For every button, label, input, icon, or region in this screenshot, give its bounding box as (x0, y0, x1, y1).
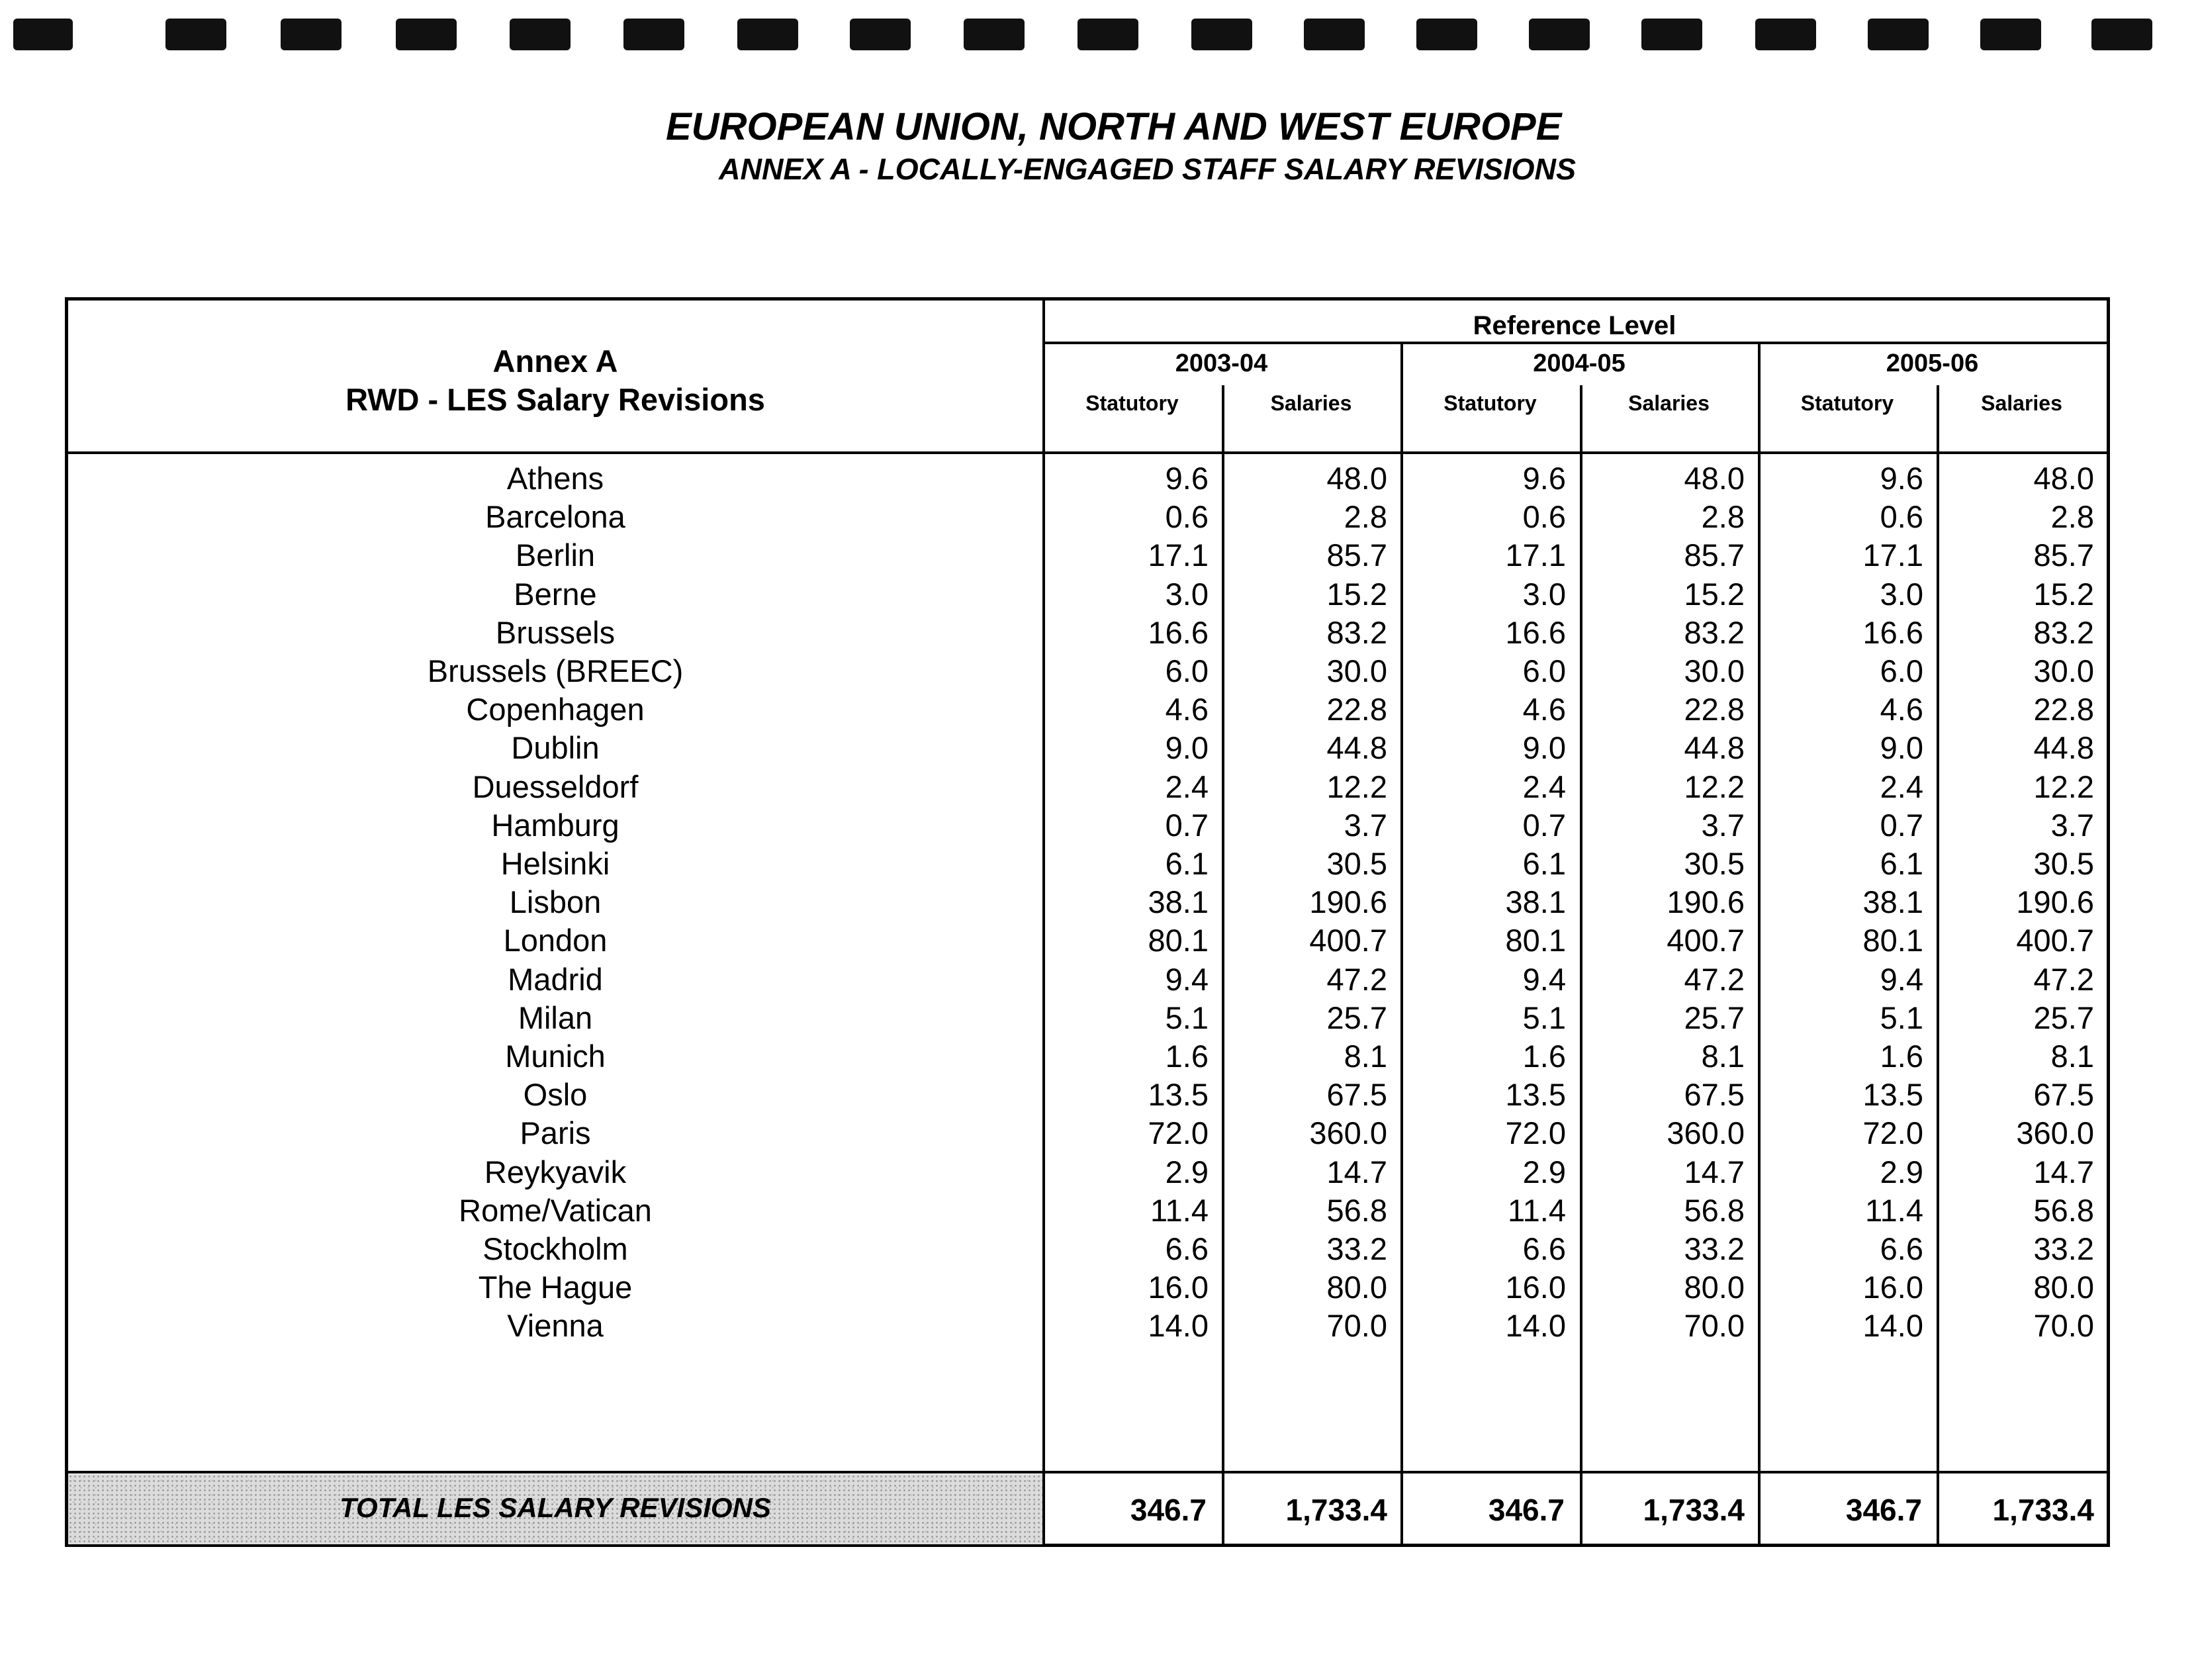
salaries-value: 44.8 (1684, 730, 1745, 765)
statutory-value: 16.6 (1505, 615, 1566, 650)
salary-revisions-table (65, 297, 2110, 1547)
statutory-value: 9.4 (1165, 962, 1209, 997)
statutory-value: 14.0 (1862, 1308, 1923, 1343)
row-city-name: Oslo (523, 1077, 588, 1112)
row-city-name: Madrid (508, 962, 603, 997)
row-city-name: Vienna (507, 1308, 604, 1343)
salaries-value: 33.2 (1326, 1231, 1387, 1266)
salaries-value: 360.0 (2016, 1115, 2094, 1150)
salaries-value: 22.8 (2033, 692, 2094, 727)
total-value: 1,733.4 (1992, 1493, 2094, 1527)
header-bottom-rule (68, 451, 2107, 454)
salaries-value: 85.7 (2033, 537, 2094, 573)
punch-hole (850, 19, 911, 50)
statutory-value: 1.6 (1165, 1039, 1209, 1074)
salaries-value: 12.2 (1326, 769, 1387, 804)
salaries-value: 8.1 (1701, 1039, 1745, 1074)
row-city-name: Brussels (495, 615, 616, 650)
total-label: TOTAL LES SALARY REVISIONS (340, 1492, 771, 1523)
statutory-value: 3.0 (1880, 577, 1923, 612)
salaries-value: 2.8 (1344, 499, 1387, 534)
statutory-value: 2.4 (1165, 769, 1209, 804)
row-city-name: Lisbon (509, 884, 602, 919)
salaries-value: 190.6 (2016, 884, 2094, 919)
statutory-value: 14.0 (1148, 1308, 1209, 1343)
salaries-value: 30.0 (1684, 653, 1745, 688)
row-city-name: Rome/Vatican (459, 1193, 652, 1228)
statutory-value: 0.6 (1165, 499, 1209, 534)
row-city-name: Copenhagen (466, 692, 645, 727)
total-top-rule (68, 1471, 2107, 1473)
year-header: 2004-05 (1533, 350, 1626, 377)
statutory-value: 5.1 (1880, 1000, 1923, 1035)
statutory-value: 9.6 (1880, 461, 1923, 496)
salaries-value: 15.2 (2033, 577, 2094, 612)
salaries-value: 14.7 (1684, 1154, 1745, 1190)
punch-hole (1077, 19, 1138, 50)
row-city-name: London (503, 923, 608, 958)
statutory-value: 6.1 (1880, 846, 1923, 881)
statutory-value: 2.4 (1880, 769, 1923, 804)
salaries-value: 85.7 (1684, 537, 1745, 573)
table-header-title: Annex A (492, 344, 618, 379)
statutory-value: 9.0 (1880, 730, 1923, 765)
statutory-value: 17.1 (1148, 537, 1209, 573)
statutory-value: 2.9 (1165, 1154, 1209, 1190)
statutory-value: 13.5 (1505, 1077, 1566, 1112)
salaries-value: 8.1 (1344, 1039, 1387, 1074)
salaries-value: 8.1 (2050, 1039, 2094, 1074)
salaries-value: 30.5 (1326, 846, 1387, 881)
statutory-value: 80.1 (1148, 923, 1209, 958)
total-value: 346.7 (1845, 1493, 1922, 1527)
salaries-value: 15.2 (1326, 577, 1387, 612)
salaries-value: 70.0 (1684, 1308, 1745, 1343)
salaries-value: 67.5 (2033, 1077, 2094, 1112)
row-city-name: Berlin (515, 537, 596, 573)
salaries-value: 2.8 (2050, 499, 2094, 534)
row-city-name: Hamburg (491, 808, 619, 843)
statutory-value: 6.0 (1522, 653, 1566, 688)
statutory-value: 5.1 (1165, 1000, 1209, 1035)
statutory-value: 13.5 (1862, 1077, 1923, 1112)
punch-hole (737, 19, 798, 50)
statutory-value: 16.6 (1862, 615, 1923, 650)
salaries-value: 30.5 (1684, 846, 1745, 881)
statutory-value: 6.0 (1165, 653, 1209, 688)
salaries-value: 2.8 (1701, 499, 1745, 534)
statutory-col-header: Statutory (1800, 391, 1894, 415)
page-subtitle: ANNEX A - LOCALLY-ENGAGED STAFF SALARY REVISIONS (719, 152, 1577, 186)
statutory-value: 16.6 (1148, 615, 1209, 650)
salaries-value: 360.0 (1667, 1115, 1745, 1150)
row-city-name: Reykyavik (484, 1154, 627, 1190)
statutory-value: 11.4 (1865, 1193, 1923, 1228)
statutory-value: 11.4 (1508, 1193, 1566, 1228)
statutory-value: 9.4 (1880, 962, 1923, 997)
punch-hole (396, 19, 457, 50)
year-header: 2003-04 (1175, 350, 1268, 377)
row-city-name: Berne (514, 577, 597, 612)
salaries-value: 14.7 (2033, 1154, 2094, 1190)
punch-hole (1304, 19, 1365, 50)
statutory-value: 0.7 (1165, 808, 1209, 843)
salaries-value: 190.6 (1309, 884, 1387, 919)
statutory-col-header: Statutory (1085, 391, 1179, 415)
punch-hole (1755, 19, 1816, 50)
row-city-name: Helsinki (500, 846, 610, 881)
statutory-value: 14.0 (1505, 1308, 1566, 1343)
punch-hole (1868, 19, 1929, 50)
table-header-subtitle: RWD - LES Salary Revisions (345, 382, 765, 417)
statutory-value: 4.6 (1522, 692, 1566, 727)
statutory-value: 6.6 (1522, 1231, 1566, 1266)
row-city-name: Barcelona (485, 499, 625, 534)
statutory-value: 16.0 (1505, 1270, 1566, 1305)
salaries-value: 25.7 (1684, 1000, 1745, 1035)
statutory-value: 6.0 (1880, 653, 1923, 688)
statutory-value: 80.1 (1505, 923, 1566, 958)
statutory-value: 9.6 (1522, 461, 1566, 496)
salaries-value: 80.0 (1326, 1270, 1387, 1305)
salaries-value: 83.2 (1684, 615, 1745, 650)
salaries-value: 56.8 (1684, 1193, 1745, 1228)
statutory-value: 0.7 (1522, 808, 1566, 843)
salaries-value: 67.5 (1326, 1077, 1387, 1112)
row-city-name: Dublin (511, 730, 600, 765)
total-value: 346.7 (1488, 1493, 1565, 1527)
salaries-value: 12.2 (1684, 769, 1745, 804)
salaries-value: 70.0 (2033, 1308, 2094, 1343)
statutory-value: 17.1 (1505, 537, 1566, 573)
salaries-value: 12.2 (2033, 769, 2094, 804)
salaries-value: 67.5 (1684, 1077, 1745, 1112)
salaries-value: 48.0 (1684, 461, 1745, 496)
punch-hole (510, 19, 571, 50)
statutory-value: 38.1 (1862, 884, 1923, 919)
statutory-value: 0.6 (1880, 499, 1923, 534)
page-title: EUROPEAN UNION, NORTH AND WEST EUROPE (666, 105, 1562, 148)
statutory-value: 38.1 (1505, 884, 1566, 919)
punch-hole (165, 19, 226, 50)
row-city-name: Brussels (BREEC) (427, 653, 684, 688)
salaries-value: 56.8 (1326, 1193, 1387, 1228)
statutory-value: 9.0 (1165, 730, 1209, 765)
salaries-value: 30.5 (2033, 846, 2094, 881)
statutory-col-header: Statutory (1443, 391, 1537, 415)
salaries-value: 47.2 (1684, 962, 1745, 997)
statutory-value: 72.0 (1862, 1115, 1923, 1150)
statutory-value: 6.1 (1522, 846, 1566, 881)
salaries-value: 30.0 (1326, 653, 1387, 688)
statutory-value: 72.0 (1505, 1115, 1566, 1150)
salaries-value: 83.2 (1326, 615, 1387, 650)
punch-hole (1529, 19, 1590, 50)
salaries-value: 25.7 (1326, 1000, 1387, 1035)
salaries-value: 400.7 (1667, 923, 1745, 958)
salaries-value: 48.0 (1326, 461, 1387, 496)
punch-hole (1980, 19, 2041, 50)
salaries-value: 14.7 (1326, 1154, 1387, 1190)
row-city-name: Athens (506, 461, 604, 496)
row-city-name: The Hague (478, 1270, 633, 1305)
salaries-value: 33.2 (2033, 1231, 2094, 1266)
salaries-value: 85.7 (1326, 537, 1387, 573)
statutory-value: 2.9 (1880, 1154, 1923, 1190)
total-value: 346.7 (1130, 1493, 1207, 1527)
statutory-value: 16.0 (1862, 1270, 1923, 1305)
punch-hole (1416, 19, 1477, 50)
statutory-value: 1.6 (1522, 1039, 1566, 1074)
statutory-value: 16.0 (1148, 1270, 1209, 1305)
statutory-value: 5.1 (1522, 1000, 1566, 1035)
salaries-col-header: Salaries (1981, 391, 2062, 415)
salaries-value: 15.2 (1684, 577, 1745, 612)
punch-hole (281, 19, 342, 50)
row-city-name: Duesseldorf (472, 769, 639, 804)
statutory-value: 80.1 (1862, 923, 1923, 958)
statutory-value: 2.9 (1522, 1154, 1566, 1190)
salaries-value: 25.7 (2033, 1000, 2094, 1035)
salaries-value: 400.7 (1309, 923, 1387, 958)
statutory-value: 0.6 (1522, 499, 1566, 534)
statutory-value: 3.0 (1165, 577, 1209, 612)
punch-hole (13, 19, 73, 50)
punch-hole (623, 19, 684, 50)
punch-hole (964, 19, 1025, 50)
salaries-value: 3.7 (1701, 808, 1745, 843)
total-value: 1,733.4 (1643, 1493, 1745, 1527)
punch-hole (2091, 19, 2152, 50)
salaries-col-header: Salaries (1628, 391, 1710, 415)
salaries-value: 44.8 (2033, 730, 2094, 765)
statutory-value: 1.6 (1880, 1039, 1923, 1074)
row-city-name: Munich (505, 1039, 606, 1074)
salaries-value: 3.7 (2050, 808, 2094, 843)
statutory-value: 72.0 (1148, 1115, 1209, 1150)
salaries-value: 190.6 (1667, 884, 1745, 919)
total-value: 1,733.4 (1285, 1493, 1387, 1527)
statutory-value: 6.6 (1165, 1231, 1209, 1266)
salaries-value: 56.8 (2033, 1193, 2094, 1228)
statutory-value: 9.6 (1165, 461, 1209, 496)
salaries-value: 3.7 (1344, 808, 1387, 843)
salaries-col-header: Salaries (1270, 391, 1352, 415)
reference-level-label: Reference Level (1473, 311, 1676, 340)
statutory-value: 3.0 (1522, 577, 1566, 612)
statutory-value: 9.4 (1522, 962, 1566, 997)
statutory-value: 4.6 (1165, 692, 1209, 727)
punch-hole-strip (7, 19, 2191, 58)
statutory-value: 13.5 (1148, 1077, 1209, 1112)
salaries-value: 80.0 (1684, 1270, 1745, 1305)
salaries-value: 47.2 (1326, 962, 1387, 997)
salaries-value: 47.2 (2033, 962, 2094, 997)
statutory-value: 9.0 (1522, 730, 1566, 765)
salaries-value: 70.0 (1326, 1308, 1387, 1343)
salaries-value: 48.0 (2033, 461, 2094, 496)
year-header: 2005-06 (1886, 350, 1979, 377)
salaries-value: 33.2 (1684, 1231, 1745, 1266)
salaries-value: 400.7 (2016, 923, 2094, 958)
statutory-value: 4.6 (1880, 692, 1923, 727)
statutory-value: 17.1 (1862, 537, 1923, 573)
salaries-value: 360.0 (1309, 1115, 1387, 1150)
statutory-value: 38.1 (1148, 884, 1209, 919)
salaries-value: 22.8 (1326, 692, 1387, 727)
salaries-value: 80.0 (2033, 1270, 2094, 1305)
statutory-value: 2.4 (1522, 769, 1566, 804)
statutory-value: 6.1 (1165, 846, 1209, 881)
statutory-value: 11.4 (1150, 1193, 1209, 1228)
row-city-name: Stockholm (482, 1231, 628, 1266)
salaries-value: 44.8 (1326, 730, 1387, 765)
punch-hole (1191, 19, 1252, 50)
salaries-value: 30.0 (2033, 653, 2094, 688)
statutory-value: 6.6 (1880, 1231, 1923, 1266)
salaries-value: 22.8 (1684, 692, 1745, 727)
statutory-value: 0.7 (1880, 808, 1923, 843)
punch-hole (1641, 19, 1702, 50)
row-city-name: Milan (518, 1000, 593, 1035)
row-city-name: Paris (520, 1115, 591, 1150)
salaries-value: 83.2 (2033, 615, 2094, 650)
header-divider (1042, 342, 2107, 344)
